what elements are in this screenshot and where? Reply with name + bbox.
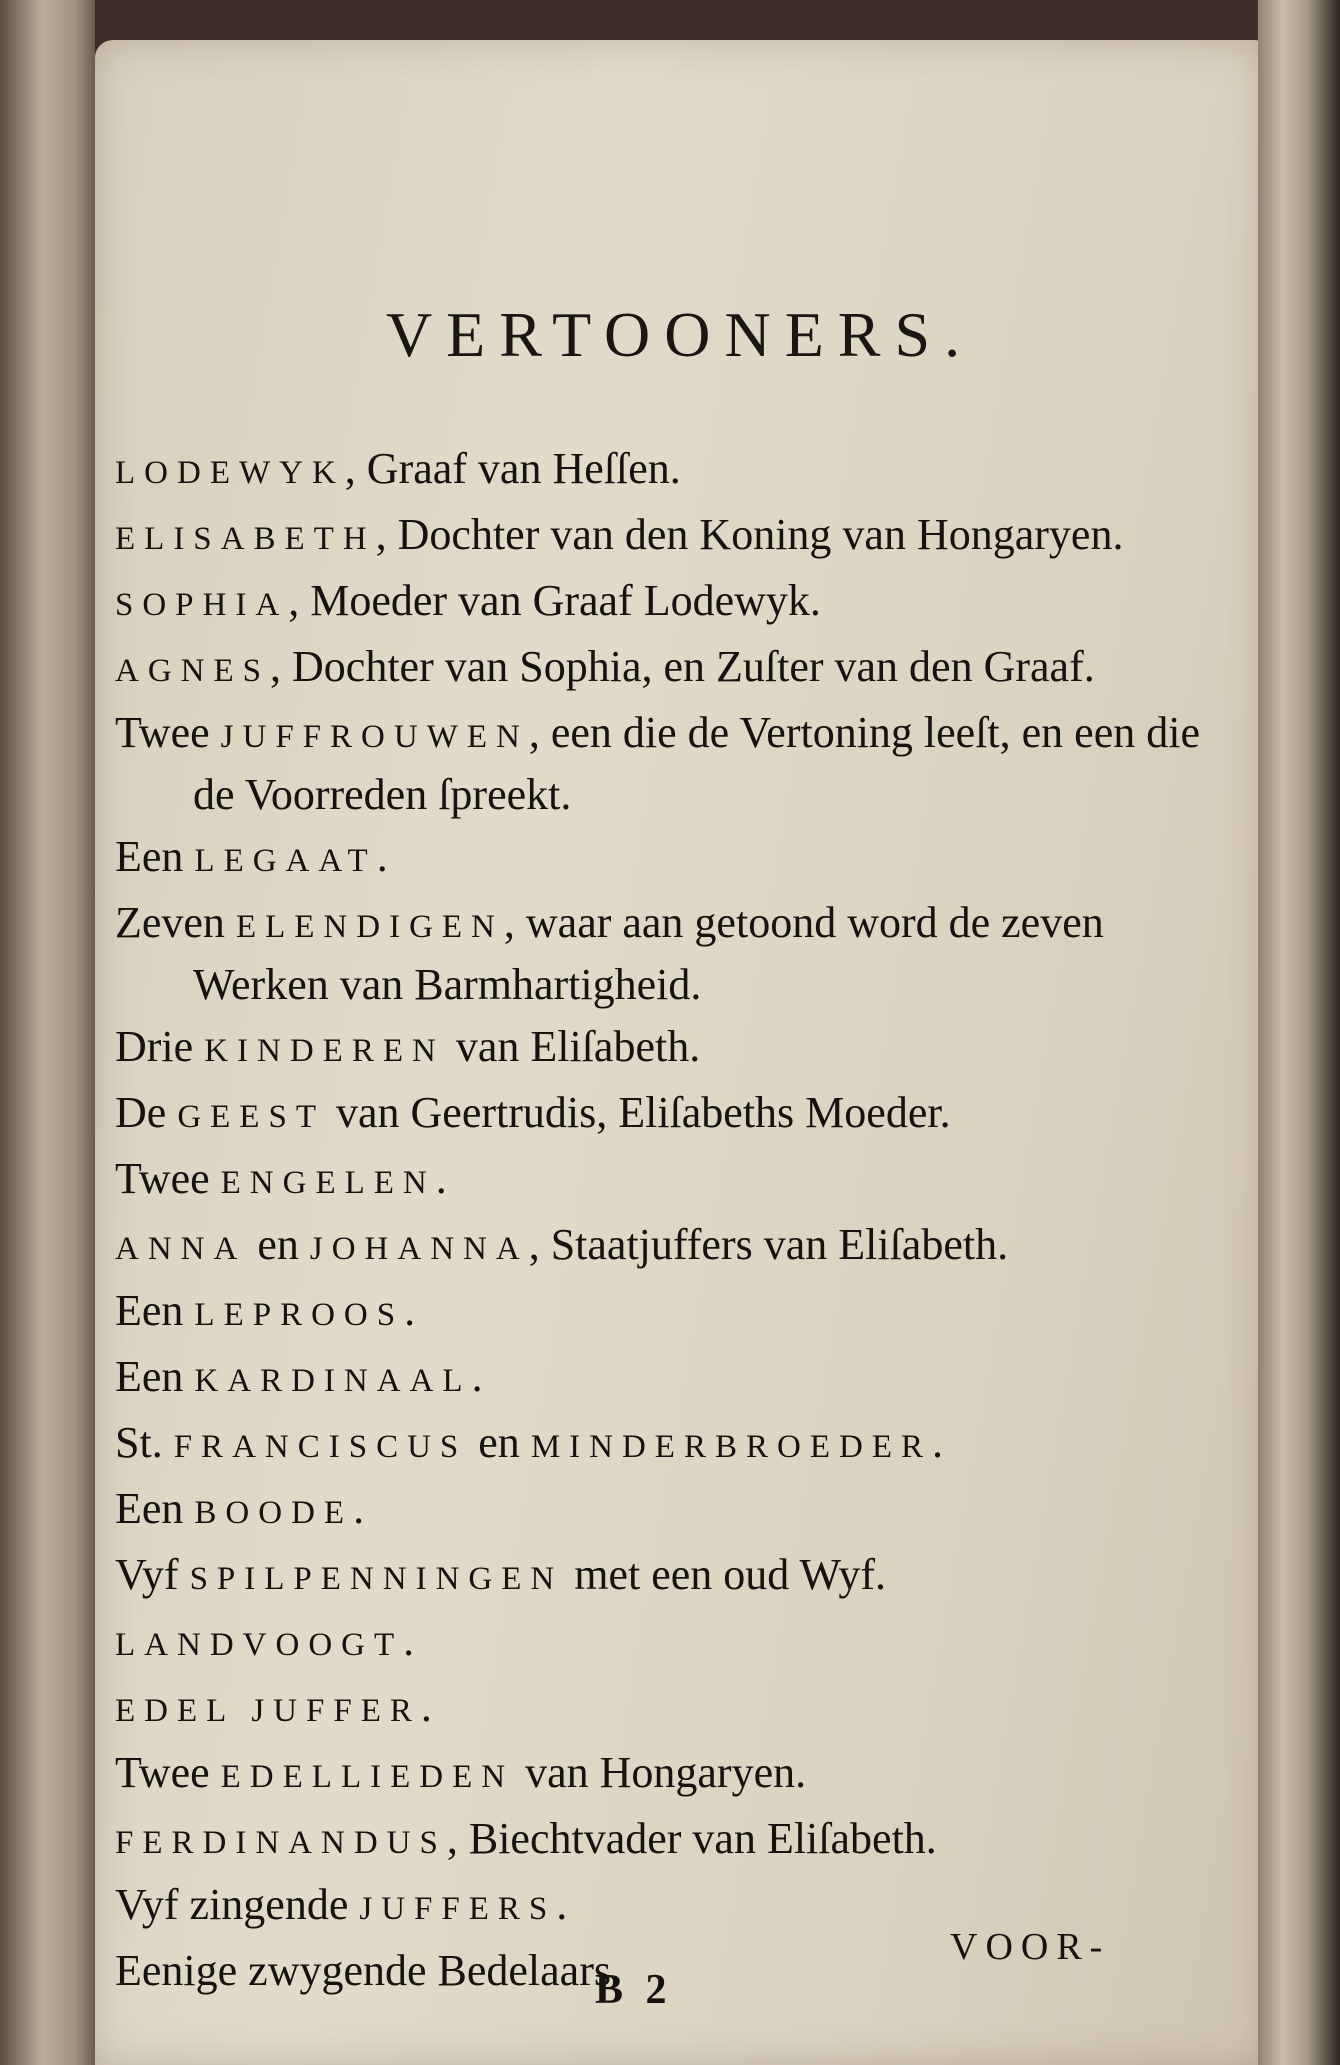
character-name: ELENDIGEN [235, 909, 504, 945]
entry-text: , Dochter van Sophia, en Zuſter van den Graaf. [270, 642, 1095, 691]
entry-text: . [471, 1352, 483, 1401]
entry-text: van Hongaryen. [514, 1748, 807, 1797]
page-title: VERTOONERS. [385, 298, 975, 370]
entry-text: Een [115, 1352, 195, 1401]
entry-text: , Staatjuffers van Eliſabeth. [528, 1220, 1009, 1269]
entry-text: , Dochter van den Koning van Hongaryen. [375, 510, 1124, 559]
cast-entry [115, 894, 1225, 1014]
cast-entry [115, 1612, 1225, 1674]
cast-entry [115, 1678, 1225, 1740]
character-name: BOODE [194, 1495, 354, 1531]
cast-entry [115, 1546, 1225, 1608]
cast-entry [115, 1150, 1225, 1212]
character-name: ELISABETH [115, 521, 376, 557]
signature-mark: B 2 [595, 1967, 673, 2013]
cast-entry [115, 704, 1225, 824]
entry-text: Vyf [115, 1550, 190, 1599]
entry-text: van Eliſabeth. [444, 1022, 701, 1071]
cast-entry [115, 1480, 1225, 1542]
entry-text: Twee [115, 708, 221, 757]
entry-text: . [376, 832, 388, 881]
cast-entry [115, 1084, 1225, 1146]
entry-text: , Biechtvader van Eliſabeth. [446, 1814, 937, 1863]
character-name: JOHANNA [309, 1231, 529, 1267]
entry-text: en [467, 1418, 531, 1467]
page-stack-edge [1258, 0, 1340, 2065]
entry-text: . [556, 1880, 568, 1929]
cast-entry [115, 1744, 1225, 1806]
entry-text: St. [115, 1418, 174, 1467]
cast-entry [115, 572, 1225, 634]
entry-text: . [435, 1154, 447, 1203]
entry-text: Twee [115, 1748, 221, 1797]
character-name: SOPHIA [115, 587, 289, 623]
character-name: KINDEREN [204, 1033, 445, 1069]
cast-entry [115, 638, 1225, 700]
left-page-edge [0, 0, 95, 2065]
character-name: ANNA [115, 1231, 247, 1267]
character-name: ENGELEN [220, 1165, 436, 1201]
entry-text: Twee [115, 1154, 221, 1203]
character-name: FERDINANDUS [115, 1825, 447, 1861]
cast-entry [115, 506, 1225, 568]
entry-text: , Moeder van Graaf Lodewyk. [288, 576, 821, 625]
character-name: GEEST [177, 1099, 325, 1135]
entry-text: en [246, 1220, 310, 1269]
character-name: LODEWYK [115, 455, 345, 491]
character-name: EDEL JUFFER [115, 1693, 421, 1729]
entry-text: Een [115, 1484, 195, 1533]
cast-entry [115, 1414, 1225, 1476]
entry-text: van Geertrudis, Eliſabeths Moeder. [324, 1088, 951, 1137]
entry-text: . [420, 1682, 432, 1731]
character-name: JUFFERS [359, 1891, 557, 1927]
cast-entry [115, 1216, 1225, 1278]
character-name: LEPROOS [194, 1297, 405, 1333]
entry-text: Vyf zingende [115, 1880, 360, 1929]
entry-text: , Graaf van Heſſen. [344, 444, 681, 493]
entry-text: met een oud Wyf. [563, 1550, 887, 1599]
cast-entry [115, 828, 1225, 890]
character-name: LANDVOOGT [115, 1627, 404, 1663]
character-name: FRANCISCUS [173, 1429, 468, 1465]
entry-text: , een die de Vertoning leeſt, en een die de Voorreden ſpreekt. [193, 708, 1200, 819]
entry-text: Een [115, 1286, 195, 1335]
cast-entry [115, 440, 1225, 502]
character-name: AGNES [115, 653, 271, 689]
cast-entry [115, 1018, 1225, 1080]
entry-text: . [353, 1484, 365, 1533]
book-page [95, 40, 1265, 2065]
cast-list [115, 440, 1225, 2004]
entry-text: . [932, 1418, 943, 1467]
character-name: KARDINAAL [194, 1363, 472, 1399]
cast-entry [115, 1348, 1225, 1410]
entry-text: . [403, 1616, 415, 1665]
character-name: JUFFROUWEN [220, 719, 529, 755]
entry-text: De [115, 1088, 178, 1137]
entry-text: , waar aan getoond word de zeven Werken van Barmhartigheid. [193, 898, 1104, 1009]
entry-text: Drie [115, 1022, 205, 1071]
character-name: MINDERBROEDER [530, 1429, 932, 1465]
entry-text: . [404, 1286, 416, 1335]
entry-text: Een [115, 832, 195, 881]
entry-text: Eenige zwygende Bedelaars. [115, 1946, 622, 1995]
character-name: EDELLIEDEN [220, 1759, 515, 1795]
character-name: LEGAAT [194, 843, 377, 879]
catchword: VOOR- [950, 1926, 1111, 1968]
cast-entry [115, 1282, 1225, 1344]
entry-text: Zeven [115, 898, 236, 947]
character-name: SPILPENNINGEN [189, 1561, 564, 1597]
cast-entry [115, 1810, 1225, 1872]
